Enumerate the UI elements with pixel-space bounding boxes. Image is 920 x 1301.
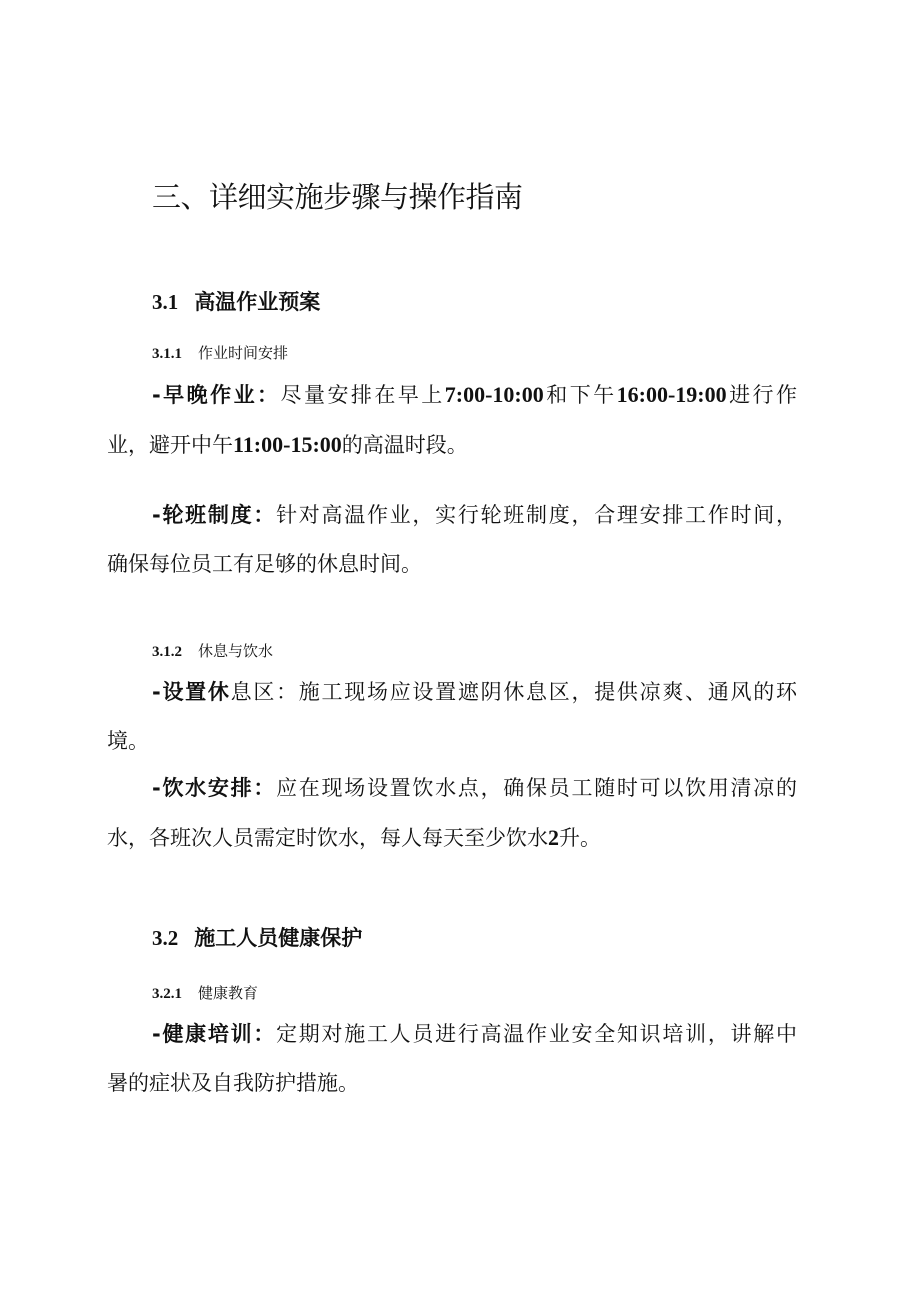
paragraph-line bbox=[107, 540, 797, 589]
section-heading-3-2 bbox=[152, 922, 362, 952]
subsection-number: 3.2.1 bbox=[152, 986, 182, 1002]
time-range: 7:00-10:00 bbox=[444, 382, 544, 407]
water-amount: 2 bbox=[548, 825, 559, 850]
paragraph-early-late-work bbox=[107, 370, 797, 470]
subsection-title: 健康教育 bbox=[198, 984, 259, 1002]
paragraph-line bbox=[107, 491, 797, 540]
paragraph-line bbox=[107, 370, 797, 420]
time-range: 11:00-15:00 bbox=[233, 432, 342, 457]
paragraph-rest-area bbox=[107, 668, 797, 766]
text-run: 和下午 bbox=[543, 383, 617, 407]
item-label: -轮班制度： bbox=[152, 503, 277, 527]
text-run: 业，避开中午 bbox=[107, 433, 233, 457]
section-heading-3-1 bbox=[152, 286, 320, 316]
paragraph-line bbox=[107, 717, 797, 766]
subsection-heading-3-1-2 bbox=[152, 640, 273, 661]
text-run: 应在现场设置饮水点，确保员工随时可以饮用清凉的 bbox=[276, 776, 797, 800]
subsection-number: 3.1.2 bbox=[152, 644, 182, 660]
subsection-heading-3-2-1 bbox=[152, 982, 258, 1003]
paragraph-line bbox=[107, 764, 797, 813]
subsection-title: 休息与饮水 bbox=[198, 642, 274, 660]
section-number: 3.2 bbox=[152, 926, 179, 950]
time-range: 16:00-19:00 bbox=[616, 382, 727, 407]
text-run: 进行作 bbox=[726, 383, 798, 407]
subsection-title: 作业时间安排 bbox=[198, 344, 289, 362]
text-run: 水，各班次人员需定时饮水，每人每天至少饮水 bbox=[107, 826, 548, 850]
item-label: -健康培训： bbox=[152, 1022, 277, 1046]
item-label: -早晚作业： bbox=[152, 383, 281, 407]
paragraph-line bbox=[107, 668, 797, 717]
section-number: 3.1 bbox=[152, 290, 179, 314]
paragraph-health-training bbox=[107, 1010, 797, 1108]
subsection-number: 3.1.1 bbox=[152, 346, 182, 362]
text-run: 升。 bbox=[559, 826, 601, 850]
item-label: -饮水安排： bbox=[152, 776, 277, 800]
text-run: 暑的症状及自我防护措施。 bbox=[107, 1071, 359, 1095]
paragraph-drinking-water bbox=[107, 764, 797, 863]
paragraph-line bbox=[107, 1059, 797, 1108]
section-title: 施工人员健康保护 bbox=[194, 926, 363, 950]
text-run: 境。 bbox=[107, 729, 149, 753]
text-run: 确保每位员工有足够的休息时间。 bbox=[107, 552, 422, 576]
paragraph-line bbox=[107, 813, 797, 863]
paragraph-line bbox=[107, 1010, 797, 1059]
section-title: 高温作业预案 bbox=[194, 290, 321, 314]
text-run: 定期对施工人员进行高温作业安全知识培训，讲解中 bbox=[276, 1022, 797, 1046]
item-label: -设置休 bbox=[152, 680, 231, 704]
chapter-title: 三、详细实施步骤与操作指南 bbox=[152, 180, 523, 214]
paragraph-line bbox=[107, 420, 797, 470]
paragraph-shift-system bbox=[107, 491, 797, 589]
text-run: 的高温时段。 bbox=[341, 433, 468, 457]
text-run: 针对高温作业，实行轮班制度，合理安排工作时间， bbox=[276, 503, 797, 527]
subsection-heading-3-1-1 bbox=[152, 342, 288, 363]
text-run: 尽量安排在早上 bbox=[280, 383, 445, 407]
text-run: 息区：施工现场应设置遮阴休息区，提供凉爽、通风的环 bbox=[230, 680, 798, 704]
